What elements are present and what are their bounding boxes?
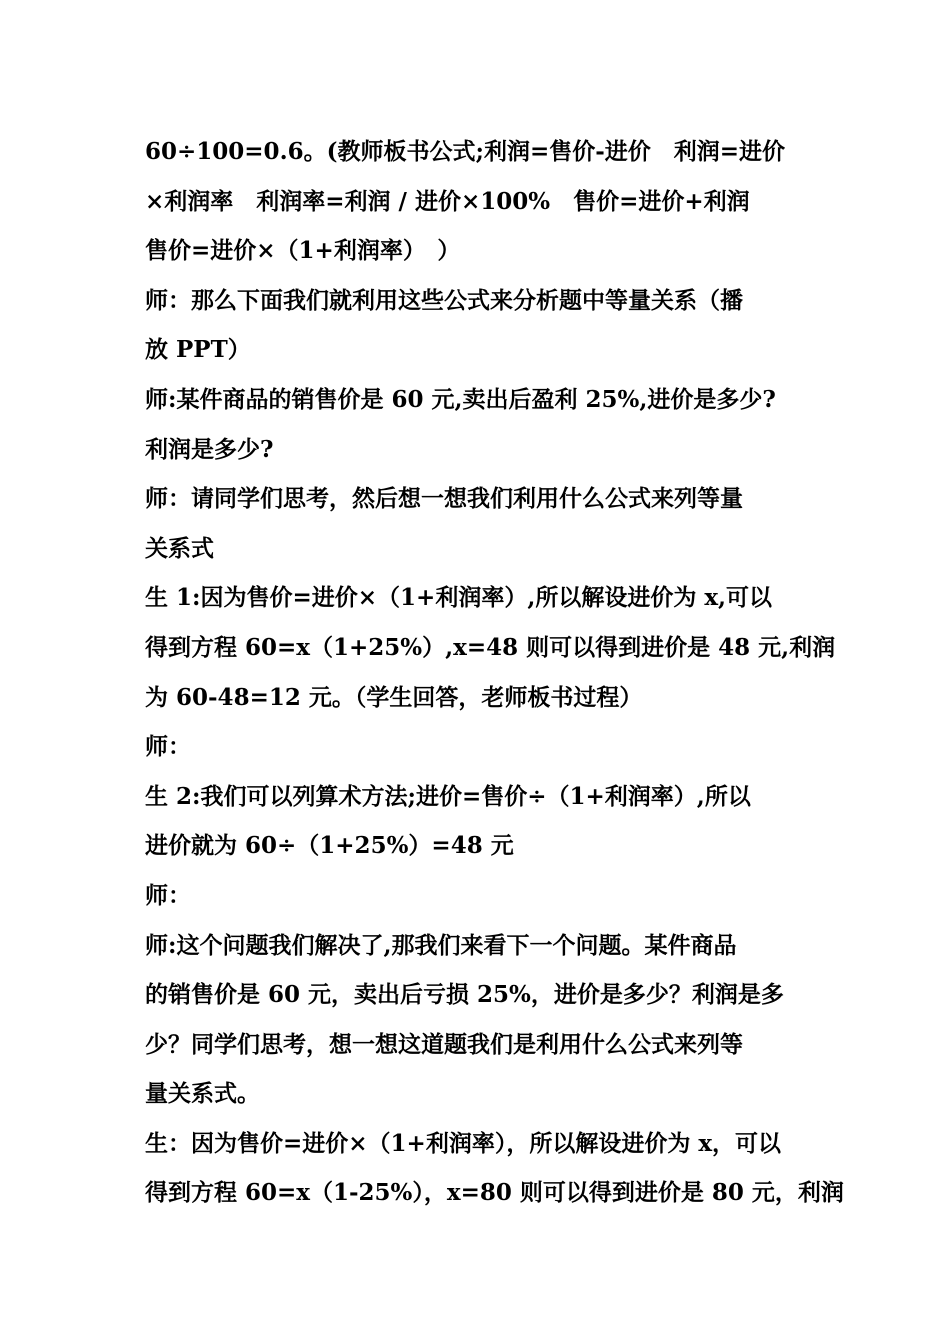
text-line: 师： bbox=[145, 881, 191, 909]
text-line: ×利润率 利润率=利润 / 进价×100% 售价=进价+利润 bbox=[145, 187, 750, 215]
text-line: 得到方程 60=x（1+25%）,x=48 则可以得到进价是 48 元,利润 bbox=[145, 633, 836, 661]
text-line: 为 60-48=12 元。（学生回答，老师板书过程） bbox=[145, 683, 643, 711]
text-line: 师：请同学们思考，然后想一想我们利用什么公式来列等量 bbox=[145, 485, 743, 513]
text-line: 师:这个问题我们解决了,那我们来看下一个问题。某件商品 bbox=[145, 931, 737, 959]
text-line: 利润是多少? bbox=[145, 435, 274, 463]
text-line: 关系式 bbox=[145, 534, 214, 562]
text-line: 进价就为 60÷（1+25%）=48 元 bbox=[145, 832, 514, 860]
text-line: 得到方程 60=x（1-25%），x=80 则可以得到进价是 80 元，利润 bbox=[145, 1179, 844, 1207]
text-line: 放 PPT） bbox=[145, 336, 251, 364]
text-line: 的销售价是 60 元，卖出后亏损 25%，进价是多少？利润是多 bbox=[145, 981, 784, 1009]
text-line: 少？同学们思考，想一想这道题我们是利用什么公式来列等 bbox=[145, 1030, 743, 1058]
text-line: 量关系式。 bbox=[145, 1080, 260, 1108]
text-line: 生：因为售价=进价×（1+利润率），所以解设进价为 x，可以 bbox=[145, 1129, 782, 1157]
lesson-transcript bbox=[145, 127, 844, 1218]
text-line: 师：那么下面我们就利用这些公式来分析题中等量关系（播 bbox=[145, 286, 743, 314]
text-line: 师:某件商品的销售价是 60 元,卖出后盈利 25%,进价是多少? bbox=[145, 385, 776, 413]
text-line: 生 1:因为售价=进价×（1+利润率）,所以解设进价为 x,可以 bbox=[145, 584, 773, 612]
text-line: 60÷100=0.6。(教师板书公式;利润=售价-进价 利润=进价 bbox=[145, 138, 786, 165]
text-line: 师： bbox=[145, 733, 191, 761]
text-line: 生 2:我们可以列算术方法;进价=售价÷（1+利润率）,所以 bbox=[145, 782, 751, 810]
text-line: 售价=进价×（1+利润率） ） bbox=[145, 237, 461, 265]
